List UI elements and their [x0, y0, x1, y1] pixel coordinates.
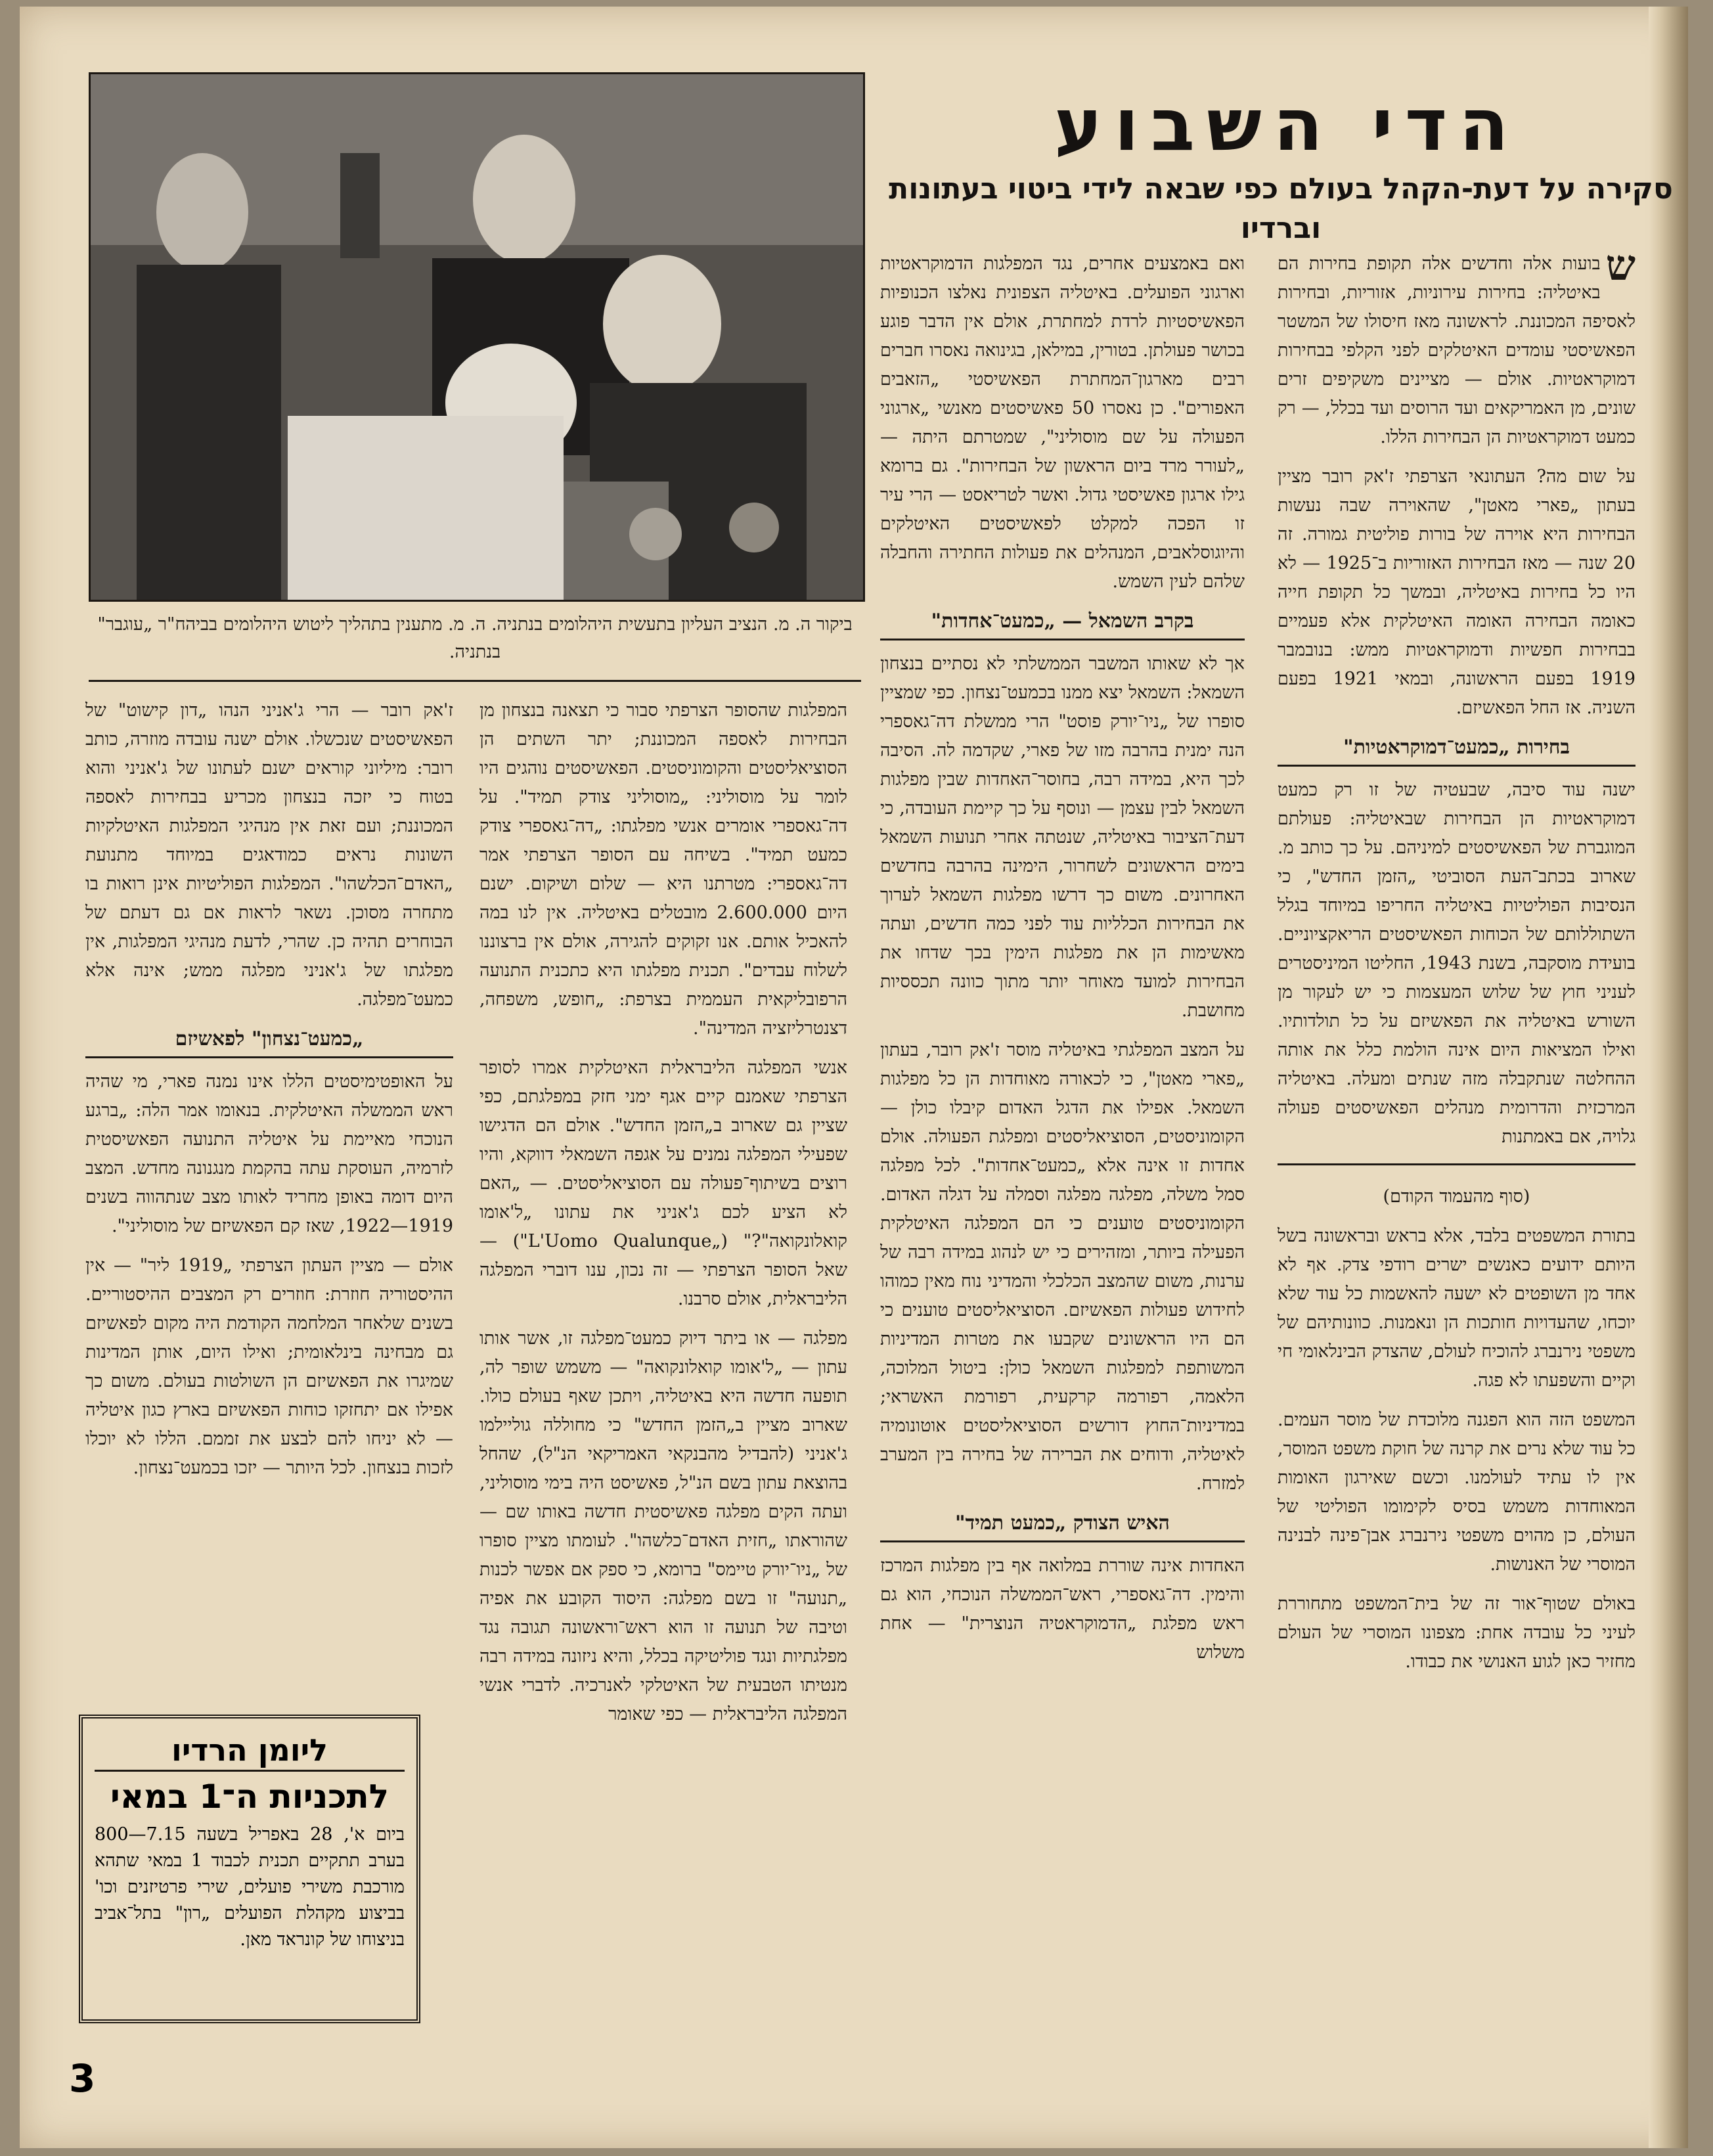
paragraph: המפלגות שהסופר הצרפתי סבור כי תצאנה בנצחון מן הבחירות לאספה המכוננת; יתר השתים הן הסוציאליסטים והקומוניסטים. הפאשיסטים נוהגים היו לומר על מוסוליני: „מוסוליני צודק תמיד". על דה־גאספרי אומרים אנשי מפלגתו: „דה־גאספרי צודק כמעט תמיד". בשיחה עם הסופר הצרפתי אמר דה־גאספרי: מטרתנו היא — שלום ושיקום. ישנם היום 2.600.000 מובטלים באיטליה. אין לנו במה להאכיל אותם. אנו זקוקים להגירה, אולם אין ברצוננו לשלוח עבדים". תכנית מפלגתו היא כתכנית התנועה הרפובליקאית העממית בצרפת: „חופש, משפחה, דצנטרליזציה המדינה". — [479, 700, 847, 1039]
article-column-4 — [85, 696, 453, 1695]
section-heading: בקרב השמאל — „כמעט־אחדות" — [880, 607, 1245, 640]
paragraph: ישנה עוד סיבה, שבעטיה של זו רק כמעט דמוקראטיות הן הבחירות שבאיטליה: פעולתם המוגברת של הפאשיסטים למיניהם. על כך כותב מ. שארוב בכתב־העת הסוביטי „הזמן החדש", כי הנסיבות הפוליטיות באיטליה החריפו במיוחד בגלל השתוללותם של הכוחות הפאשיסטים הריאקציוניים. בועידת מוסקבה, בשנת 1943, החליטו המיניסטרים לעניני חוץ של שלוש המעצמות כי יש לעקור מן השורש באיטליה את הפאשיזם על כל תולדותיו. ואילו המציאות היום אינה הולמת כלל את אותה ההחלטה שנתקבלה מזה שנתים ומעלה. באיטליה המרכזית והדרומית מנהלים הפאשיסטים פעולה גלויה, אם באמתנות — [1278, 780, 1635, 1147]
section-divider — [89, 680, 861, 682]
section-heading: בחירות „כמעט־דמוקראטיות" — [1278, 733, 1635, 767]
news-photo-image — [91, 74, 863, 600]
article-column-2 — [880, 250, 1245, 2050]
radio-box-text: ביום א', 28 באפריל בשעה 7.15—800 בערב תתקיים תכנית לכבוד 1 במאי שתהא מורכבת משירי פועלים, שירי פרטיזנים וכו' בביצוע מקהלת הפועלים „רון" בתל־אביב בניצוחו של קונראד מאן. — [95, 1824, 405, 1950]
paragraph: באולם שטוף־אור זה של בית־המשפט מתחוררת לעיני כל עובדה אחת: מצפונו המוסרי של העולם מחזיר כאן לגוע האנושי את כבודו. — [1278, 1594, 1635, 1672]
magazine-page — [20, 7, 1688, 2148]
paragraph: מפלגה — או ביתר דיוק כמעט־מפלגה זו, אשר אותו עתון — „ל'אומו קואלונקואה" — משמש שופר לה, תופעה חדשה היא באיטליה, ויתכן שאף בעולם כולו. שארוב מציין ב„הזמן החדש" כי מחוללה גוליילמו ג'אניני (להבדיל מהבנקאי האמריקאי הנ"ל), שהחל בהוצאת עתון בשם הנ"ל, פאשיסט היה בימי מוסוליני, ועתה הקים מפלגה פאשיסטית חדשה באותו שם — שהוראתו „חזית האדם־כלשהו". לעומתו מציין סופרו של „ניו־יורק טיימס" ברומא, כי ספק אם אפשר לכנות „תנועה" זו בשם מפלגה: היסוד הקובע את אפיה וטיבה של תנועה זו הוא ראש־וראשונה תגובה נגד מפלגתיות ונגד פוליטיקה בכלל, והיא ניזונה במידה רבה מנטיתו הטבעית של האיטלקי לאנרכיה. לדברי אנשי המפלגה הליבראלית — כפי שאומר — [479, 1328, 847, 1724]
paragraph: אולם — מציין העתון הצרפתי „1919 ליר" — אין ההיסטוריה חוזרת: חוזרים רק המצבים ההיסטוריים. בשנים שלאחר המלחמה הקודמת היה מקום לפאשיזם גם מבחינה בינלאומית; ואילו היום, אותן המדינות שמיגרו את הפאשיזם הן השולטות בעולם. משום כך אפילו אם יתחזקו כוחות הפאשיזם בארץ כגון איטליה — לא יניחו להם לבצע את זממם. הללו לא יוכלו לזכות בנצחון. לכל היותר — יזכו בכמעט־נצחון. — [85, 1255, 453, 1478]
paragraph: על המצב המפלגתי באיטליה מוסר ז'אק רובר, בעתון „פארי מאטן", כי לכאורה מאוחדות הן כל מפלגות השמאל. אפילו את הדגל האדום קיבלו כולן — הקומוניסטים, הסוציאליסטים ומפלגת הפעולה. אולם אחדות זו אינה אלא „כמעט־אחדות". לכל מפלגה סמל משלה, מפלגה מפלגה וסמלה על דגלה האדום. הקומוניסטים טוענים כי הם המפלגה האיטלקית הפעילה ביותר, ומזהירים כי יש לנהוג במידה רבה של ערנות, משום שהמצב הכלכלי והמדיני נוח מאין כמוהו לחידוש פעולות הפאשיזם. הסוציאליסטים טוענים כי הם היו הראשונים שקבעו את מטרות המדיניות המשותפת למפלגות השמאל כולן: ביטול המלוכה, הלאמה, רפורמה קרקעית, רפורמת האשראי; במדיניות־החוץ דורשים הסוציאליסטים אוטונומיה לאיטליה, ודוחים את הברירה של בחירה בין המערב למזרח. — [880, 1040, 1245, 1494]
continuation-note: (סוף מהעמוד הקודם) — [1383, 1186, 1530, 1207]
page-subtitle: סקירה על דעת-הקהל בעולם כפי שבאה לידי ביטוי בעתונות וברדיו — [889, 172, 1673, 245]
paragraph: אך לא שאותו המשבר הממשלתי לא נסתיים בנצחון השמאל: השמאל יצא ממנו בכמעט־נצחון. כפי שמציין סופרו של „ניו־יורק פוסט" הרי ממשלת דה־גאספרי הנה ימנית בהרבה מזו של פארי, שקדמה לה. הסיבה לכך היא, במידה רבה, בחוסר־האחדות שבין מפלגות השמאל לבין עצמן — ונוסף על כך קיימת העובדה, כי דעת־הציבור באיטליה, שנטתה אחרי תנועות השמאל בימים הראשונים לשחרור, הימינה בהרבה בחדשים האחרונים. משום כך דרשו מפלגות השמאל לערוך את הבחירות הכלליות עוד לפני כמה חדשים, ועתה מאשימות הן את מפלגות הימין בכך שדחו את הבחירות למועד מאוחר יותר מתוך כוונה תכססיות מחושבת. — [880, 654, 1245, 1021]
radio-box-subtitle: לתכניות ה־1 במאי — [110, 1778, 389, 1816]
paragraph: בתורת המשפטים בלבד, אלא בראש ובראשונה בשל היותם ידועים כאנשים ישרים רודפי צדק. אף לא אחד מן השופטים לא ישעה להאשמות כל עוד שלא יוכחו, שהעדויות חותכות הן ונאמנות. כוונותיהם של משפטי נירנברג להוכיח לעולם, שהצדק הבינלאומי חי וקיים והשפעתו לא פגה. — [1278, 1226, 1635, 1391]
paragraph: אנשי המפלגה הליבראלית האיטלקית אמרו לסופר הצרפתי שאמנם קיים אגף ימני חזק במפלגתם, כפי שציין גם שארוב ב„הזמן החדש". אולם הם הדגישו שפעילי המפלגה נמנים על אגפה השמאלי דווקא, והיו רוצים בשיתוף־פעולה עם הסוציאליסטים. — „האם לא הציע לכם ג'אניני את עתונו „ל'אומו קואלונקואה"?" („L'Uomo Qualunque") — שאל הסופר הצרפתי — זה נכון, ענו דוברי המפלגה הליבראלית, אולם סרבנו. — [479, 1058, 847, 1309]
news-photo — [89, 72, 865, 602]
radio-box-title: ליומן הרדיו — [95, 1730, 405, 1772]
paragraph: המשפט הזה הוא הפגנה מלוכדת של מוסר העמים. כל עוד שלא נרים את קרנה של חוקת משפט המוסר, אין לו עתיד לעולמנו. וכשם שאירגון האומות המאוחדות משמש בסיס לקימומו הפוליטי של העולם, כן מהוים משפטי נירנברג אבן־פינה לבנינה המוסרי של האנושות. — [1278, 1410, 1635, 1575]
paragraph: האחדות אינה שוררת במלואה אף בין מפלגות המרכז והימין. דה־גאספרי, ראש־הממשלה הנוכחי, הוא גם ראש מפלגת „הדמוקראטיה הנוצרית" — אחת משלוש — [880, 1556, 1245, 1663]
article-column-1 — [1278, 250, 1635, 2050]
section-heading: „כמעט־נצחון" לפאשיזם — [85, 1025, 453, 1058]
page-title: הדי השבוע — [1054, 83, 1521, 167]
photo-caption: ביקור ה. מ. הנציב העליון בתעשית היהלומים בנתניה. ה. מ. מתענין בתהליך ליטוש היהלומים בביהח"ר „עוגבר" בנתניה. — [97, 614, 853, 662]
paragraph: ואם באמצעים אחרים, נגד המפלגות הדמוקראטיות וארגוני הפועלים. באיטליה הצפונית נאלצו הכנופיות הפאשיסטיות לרדת למחתרת, אולם אין הדבר פוגע בכושר פעולתן. בטורין, במילאן, בגינואה נאסרו חברים רבים מארגון־המחתרת הפאשיסטי „הזאבים האפורים". כן נאסרו 50 פאשיסטים מאנשי „ארגוני הפעולה על שם מוסוליני", שמטרתם היתה — „לעורר מרד ביום הראשון של הבחירות". גם ברומא גילו ארגון פאשיסטי גדול. ואשר לטריאסט — הרי עיר זו הפכה למקלט לפאשיסטים האיטלקים והיוגוסלאבים, המנהלים את פעולות החתירה והחבלה שלהם לעין השמש. — [880, 254, 1245, 592]
page-number: 3 — [69, 2056, 96, 2101]
paragraph: על שום מה? העתונאי הצרפתי ז'אק רובר מציין בעתון „פארי מאטן", שהאוירה שבה נעשות הבחירות היא אוירה של בורות פוליטית גמורה. זה 20 שנה — מאז הבחירות האזוריות ב־1925 — לא היו כל בחירות באיטליה, ובמשך כל תקופת חייה כאומה הבחירה האומה האיטלקית אלא פעמיים בבחירות חפשיות ודמוקראטיות ממש: בנובמבר 1919 בפעם הראשונה, ובמאי 1921 בפעם השניה. אז החל הפאשיזם. — [1278, 466, 1635, 718]
paragraph: על האופטימיסטים הללו אינו נמנה פארי, מי שהיה ראש הממשלה האיטלקית. בנאומו אמר הלה: „ברגע הנוכחי מאיימת על איטליה התנועה הפאשיסטית לזרמיה, העוסקת עתה בהקמת מנגנונה מחדש. המצב היום דומה באופן מחריד לאותו מצב שנתהווה בשנים 1919—1922, שאז קם הפאשיזם של מוסוליני". — [85, 1071, 453, 1236]
section-heading: האיש הצודק „כמעט תמיד" — [880, 1509, 1245, 1542]
paragraph: ז'אק רובר — הרי ג'אניני הנהו „דון קישוט" של הפאשיסטים שנכשלו. אולם ישנה עובדה מוזרה, כותב רובר: מיליוני קוראים ישנם לעתונו של ג'אניני והוא בטוח כי יזכה בנצחון מכריע בבחירות לאספה המכוננת; ועם זאת אין מנהיגי המפלגות האיטלקיות השונות נראים כמודאגים במיוחד מתנועת „האדם־הכלשהו". המפלגות הפוליטיות אינן רואות בו מתחרה מסוכן. נשאר לראות אם גם דעתם של הבוחרים תהיה כן. שהרי, לדעת מנהיגי המפלגות, אין מפלגתו של ג'אניני מפלגה ממש; אינה אלא כמעט־מפלגה. — [85, 700, 453, 1010]
column-rule — [1278, 1163, 1635, 1165]
paragraph: ש בועות אלה וחדשים אלה תקופת בחירות הם באיטליה: בחירות עירוניות, אזוריות, ובחירות לאסיפה המכוננת. לראשונה מאז חיסולו של המשטר הפאשיסטי עומדים האיטלקים לפני הקלפי בבחירות דמוקראטיות. אולם — מציינים משקיפים זרים שונים, מן האמריקאים ועד הרוסים ועד בכלל, — רק כמעט דמוקראטיות הן הבחירות הללו. — [1278, 250, 1635, 447]
radio-schedule-box — [79, 1715, 420, 2023]
article-column-3 — [479, 696, 847, 2056]
page-fold-shadow — [1649, 7, 1688, 2148]
drop-cap: ש — [1605, 250, 1635, 290]
